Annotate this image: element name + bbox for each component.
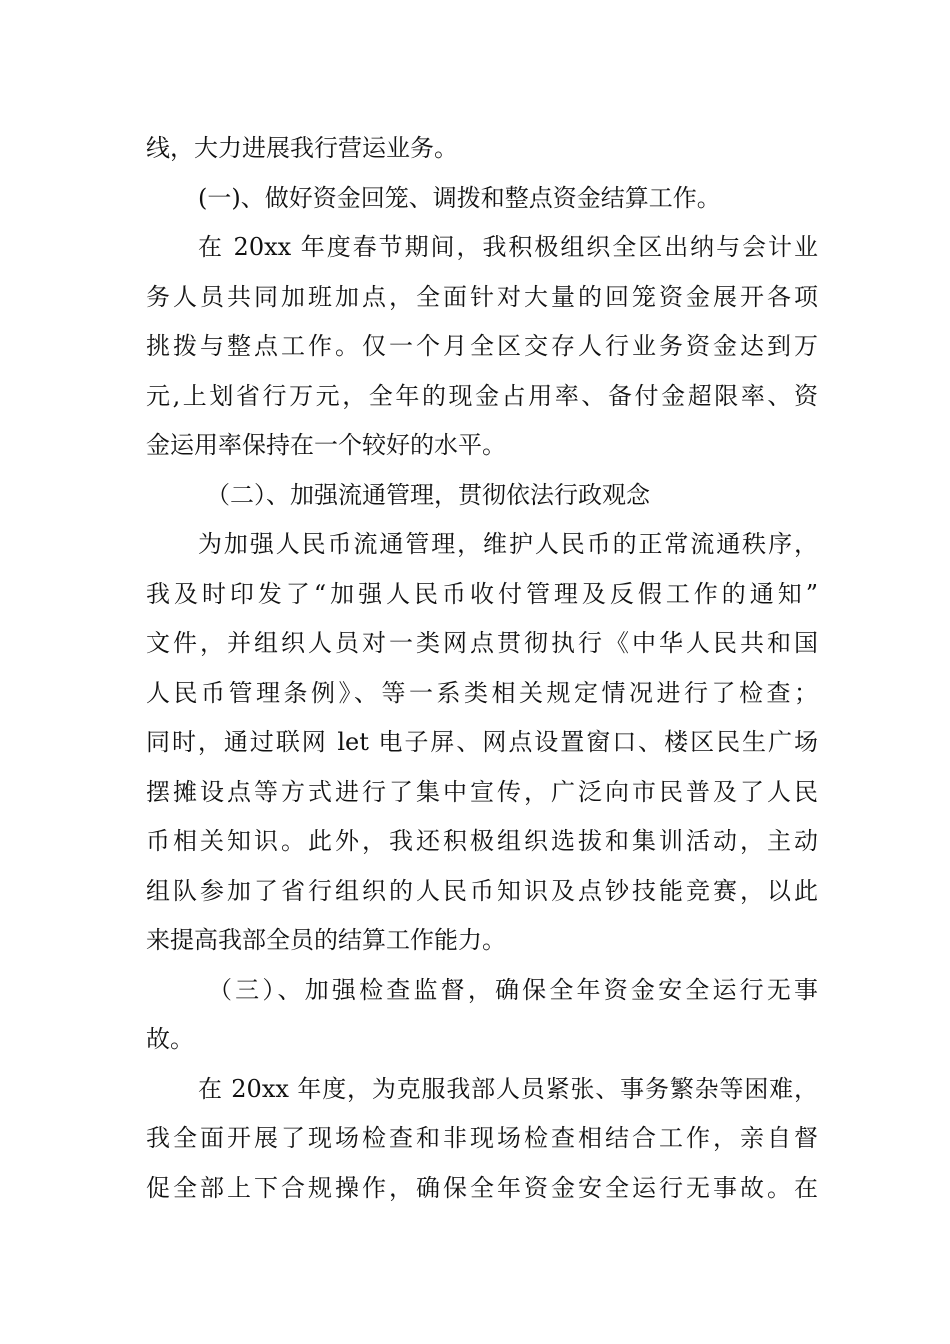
text-line: 组队参加了省行组织的人民币知识及点钞技能竞赛，以此 xyxy=(146,876,818,905)
text-line: 务人员共同加班加点，全面针对大量的回笼资金展开各项 xyxy=(146,282,818,311)
text-line: 人民币管理条例》、等一系类相关规定情况进行了检查； xyxy=(146,678,818,707)
section-heading-1: (一)、做好资金回笼、调拨和整点资金结算工作。 xyxy=(198,183,721,212)
text-line: 我全面开展了现场检查和非现场检查相结合工作，亲自督 xyxy=(146,1124,818,1152)
section-heading-2: （二）、加强流通管理，贯彻依法行政观念 xyxy=(206,480,650,509)
text-line: 金运用率保持在一个较好的水平。 xyxy=(146,431,506,459)
text-line: 为加强人民币流通管理，维护人民币的正常流通秩序， xyxy=(198,530,818,558)
text-line: 促全部上下合规操作，确保全年资金安全运行无事故。在 xyxy=(146,1173,818,1202)
text-line: 在 20xx 年度春节期间，我积极组织全区出纳与会计业 xyxy=(198,233,818,261)
text-line: 来提高我部全员的结算工作能力。 xyxy=(146,926,506,954)
text-line: 在 20xx 年度，为克服我部人员紧张、事务繁杂等困难， xyxy=(198,1074,818,1103)
text-line: 挑拨与整点工作。仅一个月全区交存人行业务资金达到万 xyxy=(146,332,818,360)
document-body xyxy=(146,124,818,1213)
text-line: 文件，并组织人员对一类网点贯彻执行《中华人民共和国 xyxy=(146,629,818,657)
text-line: 我及时印发了“加强人民币收付管理及反假工作的通知” xyxy=(146,579,818,608)
text-line: 摆摊设点等方式进行了集中宣传，广泛向市民普及了人民 xyxy=(146,777,818,806)
text-line: 同时，通过联网 let 电子屏、网点设置窗口、楼区民生广场 xyxy=(146,728,818,756)
text-line: 线，大力进展我行营运业务。 xyxy=(146,134,458,162)
text-line: 币相关知识。此外，我还积极组织选拔和集训活动，主动 xyxy=(146,827,818,855)
section-heading-3: （三）、加强检查监督，确保全年资金安全运行无事 xyxy=(208,975,818,1004)
text-line: 元,上划省行万元，全年的现金占用率、备付金超限率、资 xyxy=(146,381,818,410)
text-line: 故。 xyxy=(146,1025,194,1053)
